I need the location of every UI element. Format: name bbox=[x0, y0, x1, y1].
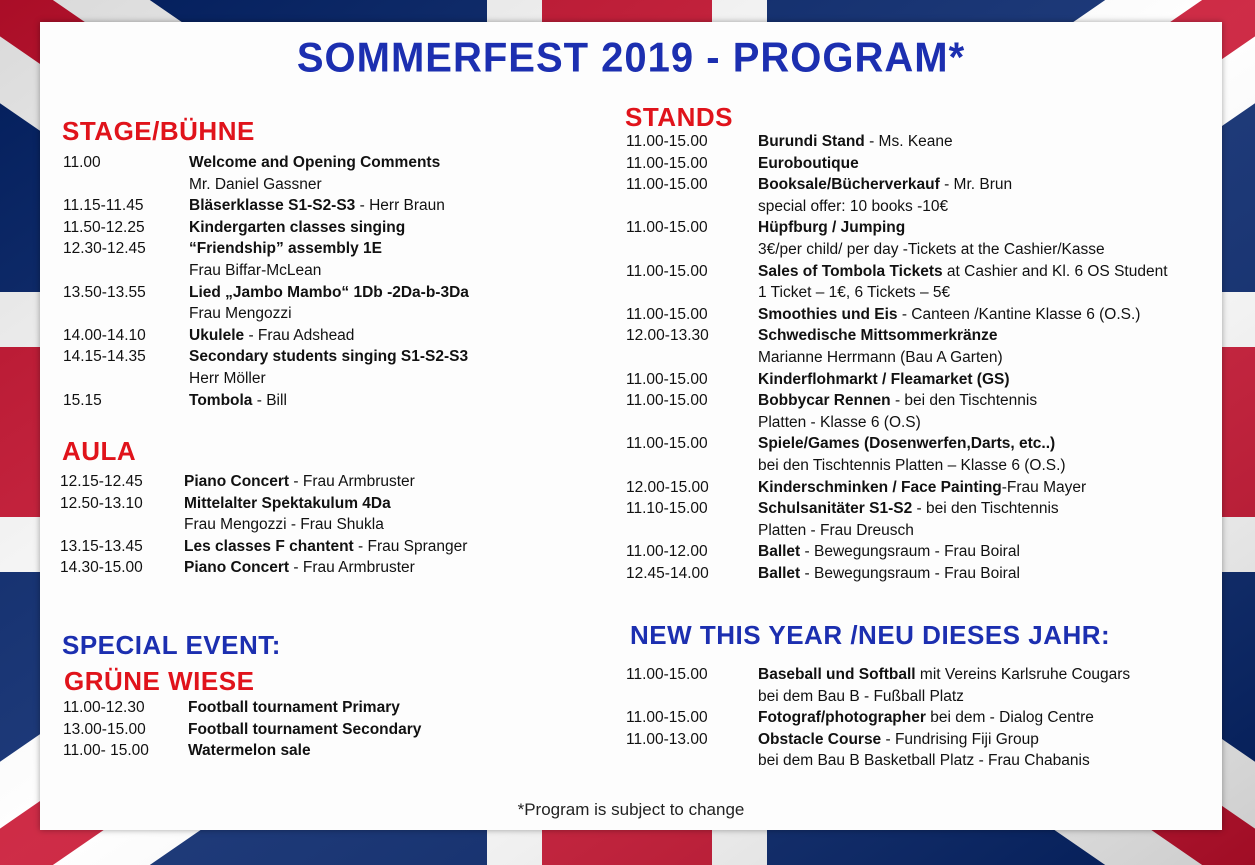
description bbox=[758, 455, 1066, 477]
event-name: Watermelon sale bbox=[188, 742, 311, 760]
description bbox=[758, 239, 1105, 261]
event-name: Lied „Jambo Mambo“ 1Db -2Da-b-3Da bbox=[189, 283, 469, 301]
event-detail: - bei den Tischtennis bbox=[890, 392, 1038, 410]
description bbox=[758, 304, 1140, 326]
schedule-row bbox=[626, 325, 1216, 347]
event-detail: Platten - Klasse 6 (O.S) bbox=[758, 413, 921, 431]
schedule-row bbox=[63, 719, 583, 741]
schedule-row bbox=[626, 433, 1216, 455]
event-detail: bei dem Bau B - Fußball Platz bbox=[758, 687, 964, 705]
description bbox=[758, 325, 997, 347]
description bbox=[758, 347, 1003, 369]
description bbox=[189, 152, 440, 174]
event-name: Fotograf/photographer bbox=[758, 709, 926, 727]
schedule-row bbox=[626, 541, 1216, 563]
schedule-row bbox=[63, 238, 583, 260]
schedule-row bbox=[63, 195, 583, 217]
schedule-row bbox=[63, 390, 583, 412]
event-name: Mittelalter Spektakulum 4Da bbox=[184, 494, 391, 512]
event-name: Hüpfburg / Jumping bbox=[758, 219, 906, 237]
time: 14.00-14.10 bbox=[63, 326, 146, 344]
event-name: Welcome and Opening Comments bbox=[189, 154, 441, 171]
description bbox=[189, 325, 354, 347]
aula-heading: AULA bbox=[62, 436, 137, 466]
schedule-row bbox=[63, 346, 583, 368]
event-name: Tombola bbox=[189, 391, 253, 409]
time: 11.15-11.45 bbox=[63, 197, 144, 215]
event-detail: - Frau Spranger bbox=[353, 537, 468, 555]
event-detail: - Frau Armbruster bbox=[289, 473, 415, 490]
stands-schedule bbox=[626, 131, 1216, 584]
schedule-row bbox=[63, 368, 583, 390]
event-detail: Frau Mengozzi bbox=[189, 305, 292, 323]
schedule-row bbox=[60, 471, 580, 493]
event-detail: mit Vereins Karlsruhe Cougars bbox=[915, 666, 1131, 683]
description bbox=[188, 740, 311, 762]
time: 11.10-15.00 bbox=[626, 500, 708, 518]
event-name: Les classes F chantent bbox=[184, 537, 354, 555]
schedule-row bbox=[626, 261, 1216, 283]
schedule-row bbox=[60, 493, 580, 515]
description bbox=[188, 719, 421, 741]
description bbox=[189, 174, 322, 196]
event-name: Ballet bbox=[758, 564, 801, 582]
event-name: Kinderflohmarkt / Fleamarket (GS) bbox=[758, 370, 1010, 388]
event-name: Sales of Tombola Tickets bbox=[758, 262, 943, 280]
event-detail: Frau Mengozzi - Frau Shukla bbox=[184, 516, 384, 534]
special-event-heading: SPECIAL EVENT: bbox=[62, 630, 281, 660]
event-detail: - Bewegungsraum - Frau Boiral bbox=[800, 543, 1020, 561]
event-detail: Mr. Daniel Gassner bbox=[189, 175, 322, 193]
description bbox=[189, 260, 321, 282]
schedule-row bbox=[626, 217, 1216, 239]
event-name: “Friendship” assembly 1E bbox=[189, 240, 382, 258]
schedule-row bbox=[60, 536, 580, 558]
aula-schedule bbox=[60, 471, 580, 579]
description bbox=[758, 153, 859, 175]
description bbox=[184, 536, 467, 558]
time: 13.15-13.45 bbox=[60, 537, 143, 555]
event-detail: bei dem - Dialog Centre bbox=[925, 709, 1094, 727]
time: 13.50-13.55 bbox=[63, 283, 146, 301]
schedule-row bbox=[626, 686, 1216, 708]
description bbox=[189, 346, 468, 368]
schedule-row bbox=[626, 369, 1216, 391]
schedule-row bbox=[63, 740, 583, 762]
time: 11.50-12.25 bbox=[63, 218, 145, 236]
schedule-row bbox=[63, 217, 583, 239]
gruene-wiese-heading: GRÜNE WIESE bbox=[64, 666, 255, 696]
time: 11.00-12.30 bbox=[63, 699, 145, 716]
description bbox=[184, 471, 415, 493]
event-name: Secondary students singing S1-S2-S3 bbox=[189, 348, 469, 366]
event-detail: Platten - Frau Dreusch bbox=[758, 521, 914, 539]
schedule-row bbox=[63, 303, 583, 325]
description bbox=[189, 282, 469, 304]
schedule-row bbox=[626, 520, 1216, 542]
event-name: Piano Concert bbox=[184, 559, 290, 577]
description bbox=[758, 433, 1055, 455]
time: 11.00- 15.00 bbox=[63, 742, 149, 760]
description bbox=[758, 390, 1037, 412]
event-name: Ballet bbox=[758, 543, 801, 561]
description bbox=[758, 563, 1020, 585]
description bbox=[758, 707, 1094, 729]
event-detail: 3€/per child/ per day -Tickets at the Cashier/Kasse bbox=[758, 240, 1105, 258]
event-name: Football tournament Primary bbox=[188, 699, 400, 716]
event-name: Kindergarten classes singing bbox=[189, 218, 406, 236]
schedule-row bbox=[63, 152, 583, 174]
event-detail: - Frau Armbruster bbox=[289, 559, 415, 577]
event-detail: - Bewegungsraum - Frau Boiral bbox=[800, 564, 1020, 582]
description bbox=[189, 195, 445, 217]
schedule-row bbox=[626, 282, 1216, 304]
event-name: Obstacle Course bbox=[758, 730, 882, 748]
description bbox=[758, 131, 953, 153]
event-detail: Herr Möller bbox=[189, 369, 266, 387]
time: 11.00-15.00 bbox=[626, 154, 708, 172]
description bbox=[758, 174, 1012, 196]
schedule-row bbox=[626, 412, 1216, 434]
event-detail: -Frau Mayer bbox=[1001, 478, 1087, 496]
description bbox=[758, 282, 950, 304]
description bbox=[189, 303, 292, 325]
time: 12.15-12.45 bbox=[60, 473, 143, 490]
event-detail: - bei den Tischtennis bbox=[912, 500, 1059, 518]
time: 14.30-15.00 bbox=[60, 559, 143, 577]
event-name: Schwedische Mittsommerkränze bbox=[758, 327, 998, 345]
schedule-row bbox=[626, 131, 1216, 153]
time: 11.00-12.00 bbox=[626, 543, 708, 561]
event-name: Bläserklasse S1-S2-S3 bbox=[189, 197, 356, 215]
schedule-row bbox=[626, 390, 1216, 412]
time: 12.00-13.30 bbox=[626, 327, 709, 345]
event-detail: 1 Ticket – 1€, 6 Tickets – 5€ bbox=[758, 284, 951, 302]
schedule-row bbox=[626, 455, 1216, 477]
time: 11.00 bbox=[63, 154, 101, 171]
event-name: Piano Concert bbox=[184, 473, 290, 490]
event-name: Spiele/Games (Dosenwerfen,Darts, etc..) bbox=[758, 435, 1056, 453]
event-name: Ukulele bbox=[189, 326, 245, 344]
schedule-row bbox=[626, 563, 1216, 585]
event-name: Booksale/Bücherverkauf bbox=[758, 176, 940, 194]
time: 11.00-15.00 bbox=[626, 666, 708, 683]
time: 12.00-15.00 bbox=[626, 478, 709, 496]
event-detail: special offer: 10 books -10€ bbox=[758, 197, 949, 215]
schedule-row bbox=[626, 750, 1216, 772]
stage-schedule bbox=[63, 152, 583, 411]
event-name: Baseball und Softball bbox=[758, 666, 916, 683]
event-name: Burundi Stand bbox=[758, 133, 865, 150]
description bbox=[758, 520, 914, 542]
event-detail: - Herr Braun bbox=[355, 197, 445, 215]
schedule-row bbox=[63, 260, 583, 282]
time: 11.00-15.00 bbox=[626, 262, 708, 280]
event-detail: - Fundrising Fiji Group bbox=[881, 730, 1039, 748]
schedule-row bbox=[626, 196, 1216, 218]
time: 11.00-15.00 bbox=[626, 392, 708, 410]
time: 11.00-15.00 bbox=[626, 133, 708, 150]
schedule-row bbox=[626, 729, 1216, 751]
schedule-row bbox=[626, 153, 1216, 175]
special-event-schedule bbox=[63, 697, 583, 762]
schedule-row bbox=[60, 557, 580, 579]
description bbox=[184, 557, 415, 579]
description bbox=[758, 217, 905, 239]
schedule-row bbox=[626, 174, 1216, 196]
event-detail: bei den Tischtennis Platten – Klasse 6 (O.S.) bbox=[758, 456, 1066, 474]
schedule-row bbox=[626, 498, 1216, 520]
time: 11.00-13.00 bbox=[626, 730, 708, 748]
event-name: Football tournament Secondary bbox=[188, 720, 422, 738]
time: 11.00-15.00 bbox=[626, 176, 708, 194]
description bbox=[189, 217, 405, 239]
event-detail: - Mr. Brun bbox=[939, 176, 1013, 194]
time: 13.00-15.00 bbox=[63, 720, 146, 738]
event-name: Schulsanitäter S1-S2 bbox=[758, 500, 913, 518]
event-detail: - Bill bbox=[252, 391, 287, 409]
event-detail: Marianne Herrmann (Bau A Garten) bbox=[758, 348, 1003, 366]
description bbox=[758, 196, 948, 218]
program-card bbox=[40, 22, 1222, 830]
schedule-row bbox=[63, 697, 583, 719]
description bbox=[758, 541, 1020, 563]
event-detail: - Frau Adshead bbox=[244, 326, 355, 344]
schedule-row bbox=[626, 347, 1216, 369]
schedule-row bbox=[60, 514, 580, 536]
time: 12.45-14.00 bbox=[626, 564, 709, 582]
description bbox=[189, 238, 382, 260]
time: 11.00-15.00 bbox=[626, 305, 708, 323]
event-name: Smoothies und Eis bbox=[758, 305, 898, 323]
event-name: Euroboutique bbox=[758, 154, 859, 172]
description bbox=[758, 261, 1168, 283]
new-this-year-schedule bbox=[626, 664, 1216, 772]
new-this-year-heading: NEW THIS YEAR /NEU DIESES JAHR: bbox=[630, 620, 1111, 650]
event-detail: - Canteen /Kantine Klasse 6 (O.S.) bbox=[897, 305, 1141, 323]
footer-note: *Program is subject to change bbox=[517, 800, 745, 819]
description bbox=[189, 390, 287, 412]
stands-heading: STANDS bbox=[625, 102, 733, 132]
time: 11.00-15.00 bbox=[626, 709, 708, 727]
page-title: SOMMERFEST 2019 - PROGRAM* bbox=[296, 34, 966, 82]
schedule-row bbox=[626, 477, 1216, 499]
description bbox=[758, 477, 1086, 499]
description bbox=[758, 750, 1090, 772]
time: 12.30-12.45 bbox=[63, 240, 146, 258]
description bbox=[758, 369, 1010, 391]
description bbox=[758, 412, 921, 434]
description bbox=[184, 514, 384, 536]
schedule-row bbox=[63, 174, 583, 196]
time: 11.00-15.00 bbox=[626, 435, 708, 453]
event-name: Bobbycar Rennen bbox=[758, 392, 891, 410]
description bbox=[758, 686, 964, 708]
description bbox=[188, 697, 400, 719]
stage-heading: STAGE/BÜHNE bbox=[62, 116, 255, 146]
schedule-row bbox=[63, 325, 583, 347]
event-detail: bei dem Bau B Basketball Platz - Frau Chabanis bbox=[758, 752, 1090, 770]
description bbox=[189, 368, 266, 390]
schedule-row bbox=[626, 707, 1216, 729]
schedule-row bbox=[626, 239, 1216, 261]
description bbox=[758, 498, 1059, 520]
event-name: Kinderschminken / Face Painting bbox=[758, 478, 1002, 496]
description bbox=[184, 493, 391, 515]
time: 12.50-13.10 bbox=[60, 494, 143, 512]
schedule-row bbox=[626, 304, 1216, 326]
event-detail: at Cashier and Kl. 6 OS Student bbox=[942, 262, 1168, 280]
time: 11.00-15.00 bbox=[626, 219, 708, 237]
description bbox=[758, 664, 1130, 686]
description bbox=[758, 729, 1039, 751]
time: 11.00-15.00 bbox=[626, 370, 708, 388]
time: 15.15 bbox=[63, 391, 102, 409]
time: 14.15-14.35 bbox=[63, 348, 146, 366]
event-detail: - Ms. Keane bbox=[864, 133, 953, 150]
schedule-row bbox=[626, 664, 1216, 686]
event-detail: Frau Biffar-McLean bbox=[189, 261, 322, 279]
schedule-row bbox=[63, 282, 583, 304]
